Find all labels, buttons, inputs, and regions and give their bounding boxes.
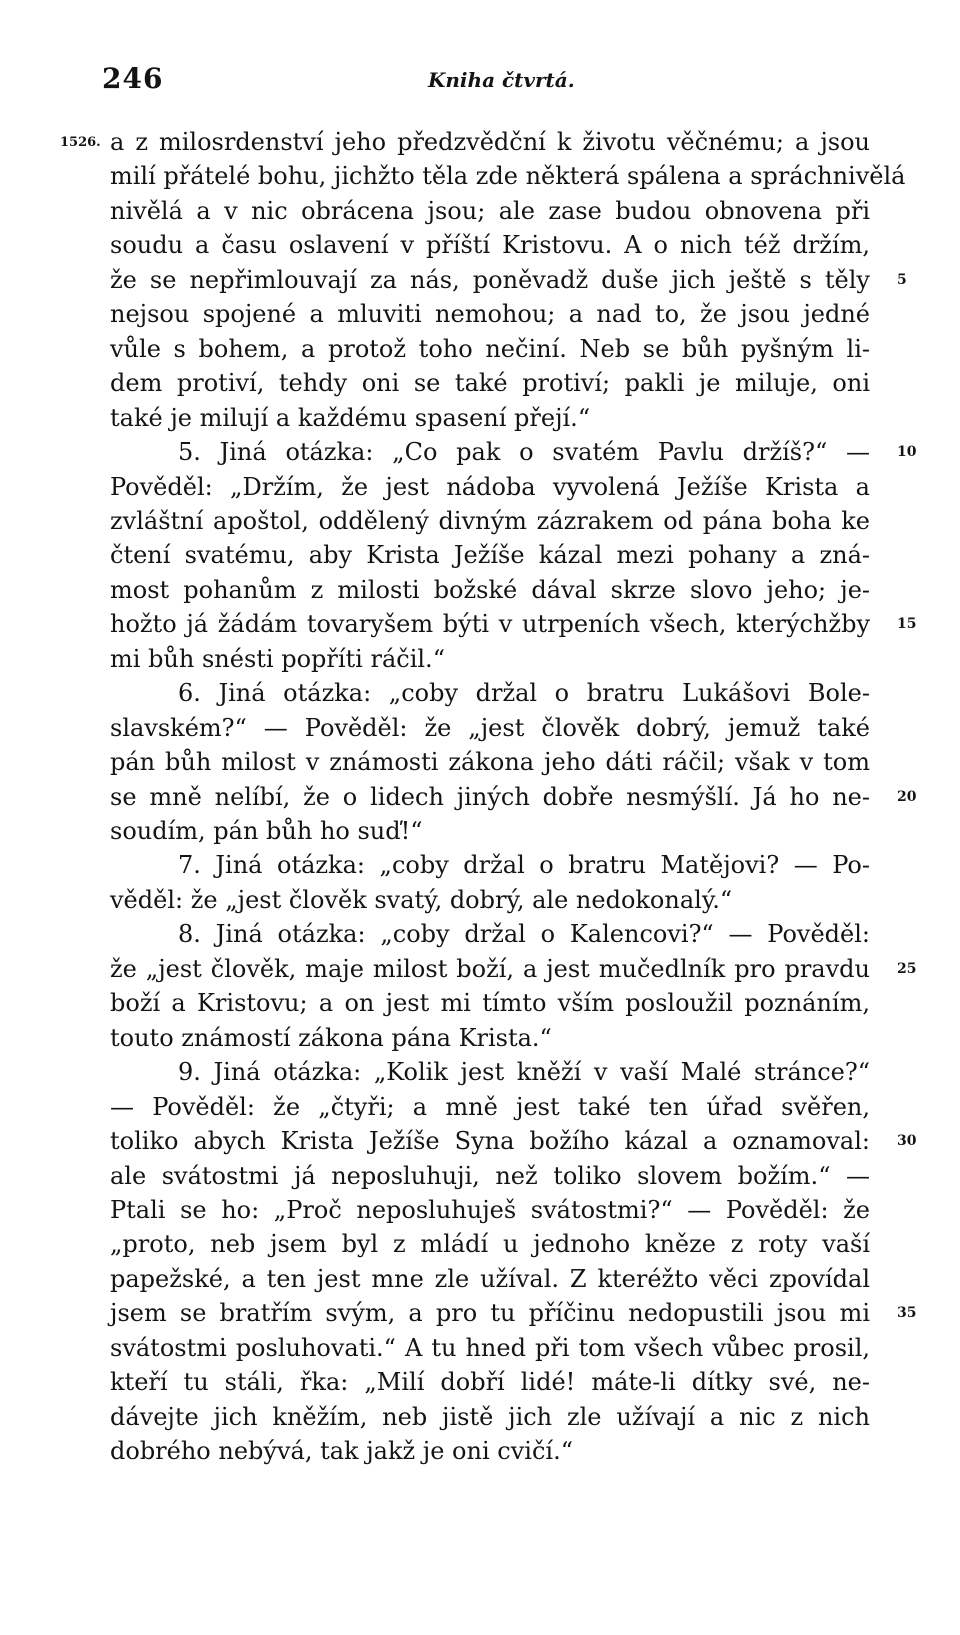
text-line: 9. Jiná otázka: „Kolik jest kněží v vaší Malé stránce?“ xyxy=(178,1058,870,1087)
line-number: 25 xyxy=(897,960,917,977)
text-line: hožto já žádám tovaryšem býti v utrpeních všech, kterýchžby xyxy=(110,610,870,639)
text-line: se mně nelíbí, že o lidech jiných dobře nesmýšlí. Já ho ne- xyxy=(110,782,870,811)
text-line: 6. Jiná otázka: „coby držal o bratru Lukášovi Bole- xyxy=(178,679,870,708)
text-line: slavském?“ — Pověděl: že „jest člověk dobrý, jemuž také xyxy=(110,713,870,742)
text-line: svátostmi posluhovati.“ A tu hned při tom všech vůbec prosil, xyxy=(110,1333,870,1362)
page-number: 246 xyxy=(102,62,164,95)
text-line: věděl: že „jest člověk svatý, dobrý, ale nedokonalý.“ xyxy=(110,885,733,914)
text-line: že „jest člověk, maje milost boží, a jest mučedlník pro pravdu xyxy=(110,954,870,983)
text-line: soudu a času oslavení v příští Kristovu. A o nich též držím, xyxy=(110,231,870,260)
text-line: Ptali se ho: „Proč neposluhuješ svátostmi?“ — Pověděl: že xyxy=(110,1195,870,1224)
text-line: — Pověděl: že „čtyři; a mně jest také ten úřad svěřen, xyxy=(110,1092,870,1121)
line-number: 5 xyxy=(897,271,907,288)
text-line: že se nepřimlouvají za nás, poněvadž duše jich ještě s těly xyxy=(110,265,870,294)
text-line: „proto, neb jsem byl z mládí u jednoho kněze z roty vaší xyxy=(110,1230,870,1259)
margin-year: 1526. xyxy=(60,135,101,150)
text-line: mi bůh snésti popříti ráčil.“ xyxy=(110,644,445,673)
line-number: 20 xyxy=(897,788,917,805)
text-line: dávejte jich kněžím, neb jistě jich zle užívají a nic z nich xyxy=(110,1402,870,1431)
text-line: pán bůh milost v známosti zákona jeho dáti ráčil; však v tom xyxy=(110,748,870,777)
text-line: zvláštní apoštol, oddělený divným zázrakem od pána boha ke xyxy=(110,506,870,535)
text-line: dem protiví, tehdy oni se také protiví; pakli je miluje, oni xyxy=(110,369,870,398)
running-title: Kniha čtvrtá. xyxy=(428,68,575,92)
text-line: ale svátostmi já neposluhuji, než toliko slovem božím.“ — xyxy=(110,1161,870,1190)
line-number: 30 xyxy=(897,1133,917,1150)
text-line: čtení svatému, aby Krista Ježíše kázal mezi pohany a zná- xyxy=(110,541,870,570)
text-line: 7. Jiná otázka: „coby držal o bratru Matějovi? — Po- xyxy=(178,851,870,880)
text-line: nivělá a v nic obrácena jsou; ale zase budou obnovena při xyxy=(110,196,870,225)
text-line: milí přátelé bohu, jichžto těla zde některá spálena a spráchnivělá xyxy=(110,162,906,191)
line-number: 35 xyxy=(897,1305,917,1322)
text-line: dobrého nebývá, tak jakž je oni cvičí.“ xyxy=(110,1437,573,1466)
text-line: 5. Jiná otázka: „Co pak o svatém Pavlu držíš?“ — xyxy=(178,438,870,467)
text-line: jsem se bratřím svým, a pro tu příčinu nedopustili jsou mi xyxy=(110,1299,870,1328)
page-header xyxy=(0,62,960,102)
line-number: 15 xyxy=(897,616,917,633)
text-line: Pověděl: „Držím, že jest nádoba vyvolená Ježíše Krista a xyxy=(110,472,870,501)
text-line: vůle s bohem, a protož toho nečiní. Neb se bůh pyšným li- xyxy=(110,334,870,363)
text-line: touto známostí zákona pána Krista.“ xyxy=(110,1023,552,1052)
text-line: kteří tu stáli, řka: „Milí dobří lidé! máte-li dítky své, ne- xyxy=(110,1368,870,1397)
text-line: nejsou spojené a mluviti nemohou; a nad to, že jsou jedné xyxy=(110,300,870,329)
text-line: boží a Kristovu; a on jest mi tímto vším posloužil poznáním, xyxy=(110,989,870,1018)
text-line: soudím, pán bůh ho suď!“ xyxy=(110,817,423,845)
line-number: 10 xyxy=(897,444,917,461)
text-line: most pohanům z milosti božské dával skrze slovo jeho; je- xyxy=(110,575,870,604)
text-line: papežské, a ten jest mne zle užíval. Z kteréžto věci zpovídal xyxy=(110,1264,870,1293)
text-line: také je milují a každému spasení přejí.“ xyxy=(110,403,591,432)
text-line: a z milosrdenství jeho předzvědční k životu věčnému; a jsou xyxy=(110,128,870,156)
text-line: 8. Jiná otázka: „coby držal o Kalencovi?“ — Pověděl: xyxy=(178,920,870,949)
text-line: toliko abych Krista Ježíše Syna božího kázal a oznamoval: xyxy=(110,1127,870,1156)
